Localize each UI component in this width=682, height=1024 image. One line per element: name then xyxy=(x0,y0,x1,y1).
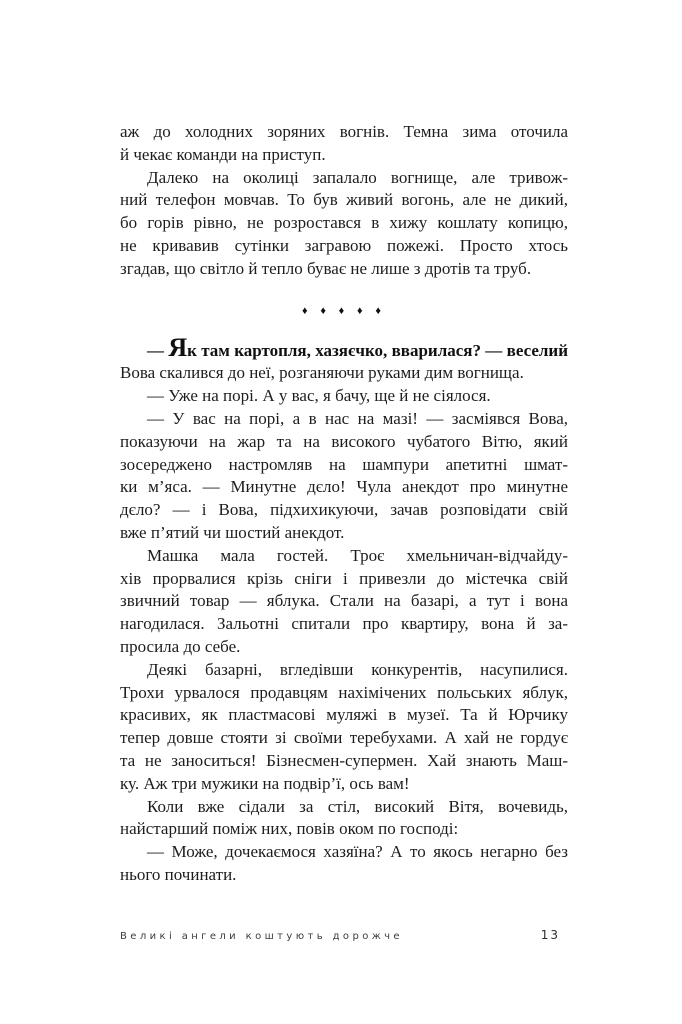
text-line: аж до холодних зоряних вогнів. Темна зима оточила xyxy=(120,122,568,141)
text-line: — Може, дочекаємося хазяїна? А то якось негарно без xyxy=(147,842,568,862)
paragraph xyxy=(120,545,568,659)
text-line: Коли вже сідали за стіл, високий Вітя, вочевидь, xyxy=(147,796,568,816)
paragraph xyxy=(120,385,568,408)
text-line: ний телефон мовчав. То був живий вогонь, але не дикий, xyxy=(120,190,568,210)
text-line: показуючи на жар та на високого чубатого Вітю, який xyxy=(120,431,568,451)
paragraph xyxy=(120,167,568,281)
text-line: хів прорвалися крізь сніги і привезли до містечка свій xyxy=(120,568,568,588)
paragraph xyxy=(120,659,568,796)
lead-dash: — xyxy=(147,340,169,360)
text-line: згадав, що світло й тепло буває не лише з дротів та труб. xyxy=(120,258,532,278)
paragraph xyxy=(120,841,568,887)
text-line: Деякі базарні, вгледівши конкурентів, насупилися. xyxy=(147,659,568,679)
text-line: звичний товар — яблука. Стали на базарі, а тут і вона xyxy=(120,591,568,611)
text-line: й чекає команди на приступ. xyxy=(120,144,326,164)
text-line: не кривавив сутінки загравою пожежі. Просто хтось xyxy=(120,235,568,255)
text-line: Далеко на околиці запалало вогнище, але тривож- xyxy=(147,167,568,187)
text-line: нього починати. xyxy=(120,864,237,884)
lead-initial-capital: Я xyxy=(168,332,188,362)
text-line: Вова скалився до неї, розганяючи руками дим вогнища. xyxy=(120,363,524,383)
text-line: тепер довше стояти зі своїми теребухами. А хай не гордує xyxy=(120,728,568,748)
text-line: Машка мала гостей. Троє хмельничан-відчайду- xyxy=(147,545,568,565)
text-line: вже п’ятий чи шостий анекдот. xyxy=(120,522,345,542)
text-line: зосереджено настромляв на шампури апетитні шмат- xyxy=(120,454,568,474)
lead-rest: к там картопля, хазяєчко, вварилася? — веселий xyxy=(187,340,568,360)
text-line: просила до себе. xyxy=(120,636,241,656)
text-line: красивих, як пластмасові муляжі в музеї. Та й Юрчику xyxy=(120,705,568,725)
text-line: бо горів рівно, не розростався в хижу кошлату копицю, xyxy=(120,213,568,233)
section-separator-ornament: ♦ ♦ ♦ ♦ ♦ xyxy=(301,304,387,317)
text-line: найстарший поміж них, повів оком по господі: xyxy=(120,819,459,839)
text-line: — У вас на порі, а в нас на мазі! — засміявся Вова, xyxy=(147,408,568,428)
text-line: Трохи урвалося продавцям нахімічених польських яблук, xyxy=(120,682,568,702)
paragraph xyxy=(120,796,568,842)
footer-title: Великі ангели коштують дорожче xyxy=(120,931,403,942)
text-line: нагодилася. Зальотні спитали про квартиру, вона й за- xyxy=(120,614,568,634)
text-line: ки м’яса. — Минутне дєло! Чула анекдот про минутне xyxy=(120,477,568,497)
body-text xyxy=(120,121,568,887)
lead-dialogue-line xyxy=(120,332,568,363)
text-line: ку. Аж три мужики на подвір’ї, ось вам! xyxy=(120,773,410,793)
paragraph xyxy=(120,408,568,545)
page-number: 13 xyxy=(540,928,560,942)
text-line: та не заноситься! Бізнесмен-супермен. Хай знають Маш- xyxy=(120,750,568,770)
paragraph xyxy=(120,121,568,167)
text-line: дєло? — і Вова, підхихикуючи, зачав розповідати свій xyxy=(120,500,568,520)
paragraph xyxy=(120,332,568,386)
running-footer xyxy=(120,928,560,942)
text-line: — Уже на порі. А у вас, я бачу, ще й не сіялося. xyxy=(147,386,491,406)
